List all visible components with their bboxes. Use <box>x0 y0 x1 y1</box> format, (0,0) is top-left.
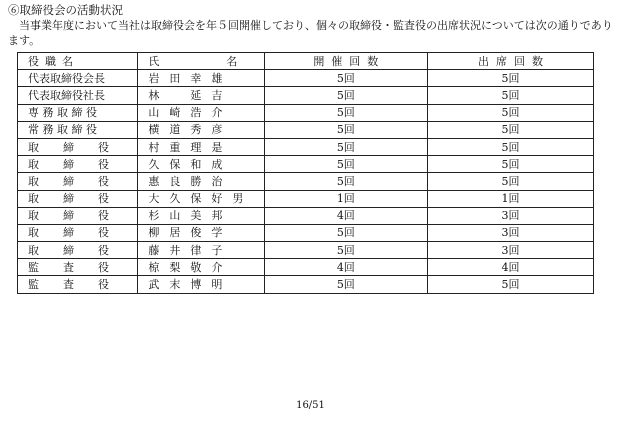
cell-meetings-attended: 3回 <box>428 242 594 259</box>
cell-role: 代表取締役社長 <box>18 87 138 104</box>
cell-role: 取締役 <box>18 138 138 155</box>
header-meetings-held: 開催回数 <box>264 53 428 70</box>
cell-meetings-held: 5回 <box>264 121 428 138</box>
cell-role: 取締役 <box>18 224 138 241</box>
cell-meetings-attended: 5回 <box>428 173 594 190</box>
cell-meetings-held: 5回 <box>264 224 428 241</box>
header-role: 役職名 <box>18 53 138 70</box>
cell-meetings-attended: 3回 <box>428 207 594 224</box>
table-row <box>18 104 594 121</box>
table-row <box>18 276 594 293</box>
table-row <box>18 70 594 87</box>
cell-meetings-attended: 1回 <box>428 190 594 207</box>
cell-meetings-attended: 3回 <box>428 224 594 241</box>
board-attendance-table <box>17 52 594 294</box>
section-paragraph: 当事業年度において当社は取締役会を年５回開催しており、個々の取締役・監査役の出席状況については次の通りであります。 <box>8 19 613 47</box>
cell-meetings-attended: 5回 <box>428 121 594 138</box>
cell-role: 監査役 <box>18 276 138 293</box>
cell-role: 取締役 <box>18 242 138 259</box>
cell-meetings-held: 5回 <box>264 104 428 121</box>
header-name-family: 氏 <box>148 54 160 68</box>
cell-meetings-attended: 5回 <box>428 156 594 173</box>
table-row <box>18 207 594 224</box>
header-name <box>138 53 264 70</box>
cell-name: 久保和成 <box>138 156 264 173</box>
page-number: 16/51 <box>296 400 325 411</box>
cell-name: 杉山美邦 <box>138 207 264 224</box>
cell-role: 代表取締役会長 <box>18 70 138 87</box>
table-row <box>18 138 594 155</box>
cell-name: 山崎浩介 <box>138 104 264 121</box>
cell-name: 藤井律子 <box>138 242 264 259</box>
cell-role: 常務取締役 <box>18 121 138 138</box>
cell-meetings-held: 5回 <box>264 156 428 173</box>
header-name-given: 名 <box>226 54 238 68</box>
cell-name: 大久保好男 <box>138 190 264 207</box>
cell-meetings-attended: 5回 <box>428 138 594 155</box>
cell-meetings-attended: 4回 <box>428 259 594 276</box>
cell-name: 村重理是 <box>138 138 264 155</box>
cell-meetings-held: 5回 <box>264 242 428 259</box>
cell-role: 取締役 <box>18 173 138 190</box>
cell-meetings-attended: 5回 <box>428 87 594 104</box>
cell-meetings-attended: 5回 <box>428 104 594 121</box>
cell-meetings-held: 4回 <box>264 259 428 276</box>
table-row <box>18 259 594 276</box>
cell-meetings-held: 4回 <box>264 207 428 224</box>
cell-name: 武末博明 <box>138 276 264 293</box>
cell-name: 岩田幸雄 <box>138 70 264 87</box>
table-header-row <box>18 53 594 70</box>
cell-meetings-attended: 5回 <box>428 70 594 87</box>
table-row <box>18 224 594 241</box>
cell-role: 監査役 <box>18 259 138 276</box>
cell-name: 横道秀彦 <box>138 121 264 138</box>
section-heading: ⑥取締役会の活動状況 <box>8 3 123 17</box>
cell-meetings-attended: 5回 <box>428 276 594 293</box>
cell-name: 椋梨敬介 <box>138 259 264 276</box>
table-row <box>18 190 594 207</box>
cell-name: 林 延吉 <box>138 87 264 104</box>
cell-role: 取締役 <box>18 156 138 173</box>
table-row <box>18 156 594 173</box>
cell-meetings-held: 5回 <box>264 70 428 87</box>
cell-name: 柳居俊学 <box>138 224 264 241</box>
cell-role: 専務取締役 <box>18 104 138 121</box>
cell-role: 取締役 <box>18 207 138 224</box>
table-row <box>18 121 594 138</box>
header-meetings-attended: 出席回数 <box>428 53 594 70</box>
cell-meetings-held: 5回 <box>264 173 428 190</box>
cell-role: 取締役 <box>18 190 138 207</box>
cell-name: 惠良勝治 <box>138 173 264 190</box>
table-row <box>18 173 594 190</box>
cell-meetings-held: 5回 <box>264 138 428 155</box>
table-row <box>18 242 594 259</box>
cell-meetings-held: 1回 <box>264 190 428 207</box>
table-row <box>18 87 594 104</box>
cell-meetings-held: 5回 <box>264 87 428 104</box>
cell-meetings-held: 5回 <box>264 276 428 293</box>
